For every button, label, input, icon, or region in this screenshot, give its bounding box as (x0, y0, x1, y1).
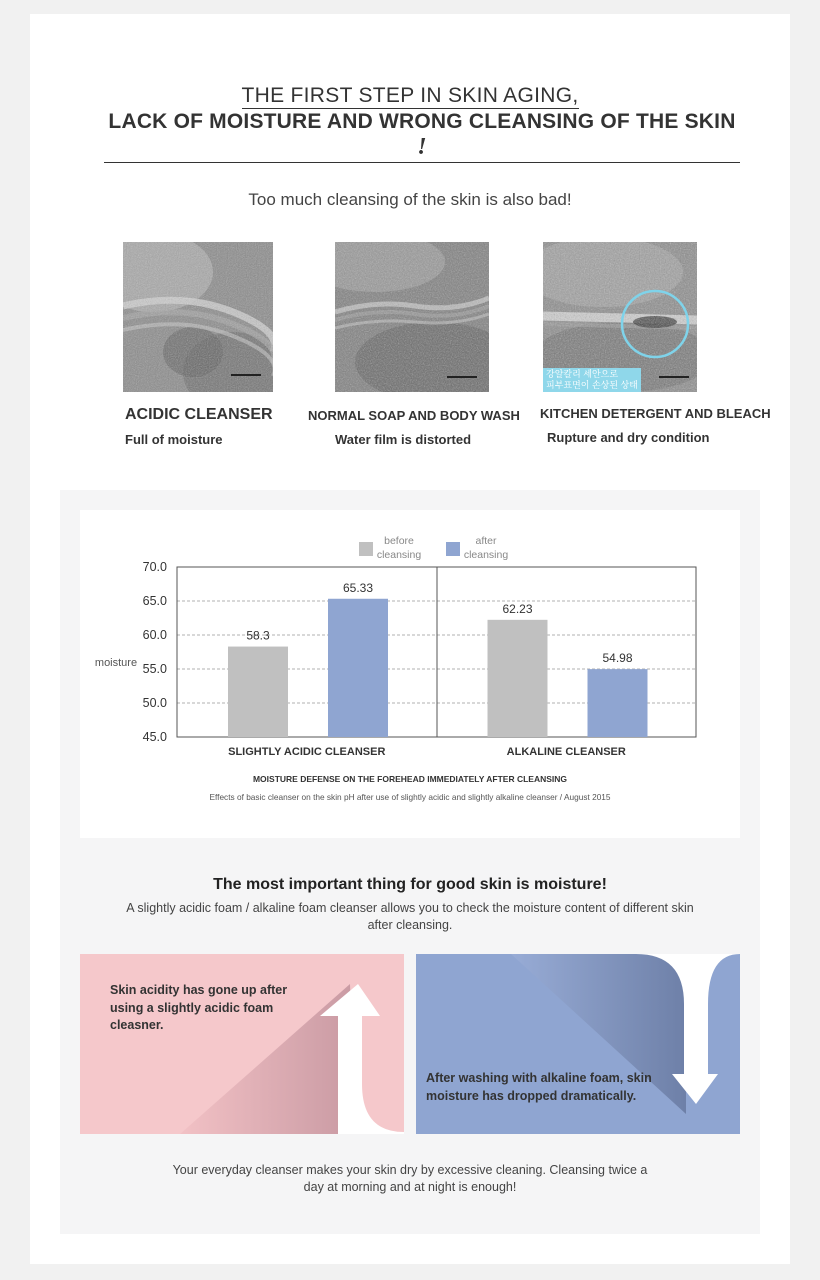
up-arrow-graphic (80, 954, 404, 1134)
headline-line1: THE FIRST STEP IN SKIN AGING, (241, 84, 579, 107)
moisture-heading: The most important thing for good skin is moisture! (213, 876, 607, 893)
data-label: 54.98 (602, 651, 633, 666)
moisture-panel (60, 490, 760, 1234)
acidic-cleanser-label: ACIDIC CLEANSER (125, 406, 273, 423)
alkaline-result-box (416, 954, 740, 1134)
acidic-result-text: Skin acidity has gone up after using a slightly acidic foam cleasner. (110, 983, 288, 1032)
moisture-chart (80, 510, 740, 838)
legend-label-1: after (475, 535, 497, 547)
legend-label-1-line2: cleansing (463, 549, 509, 561)
y-tick-label: 55.0 (142, 662, 167, 676)
data-label: 65.33 (342, 580, 374, 595)
y-tick-label: 45.0 (142, 730, 167, 744)
legend-swatch-1 (446, 542, 460, 556)
down-arrow-graphic (416, 954, 740, 1134)
y-axis-label: moisture (94, 657, 138, 670)
content-card (30, 14, 790, 1264)
legend-label-0-line2: cleansing (376, 549, 422, 561)
chart-box (80, 510, 740, 838)
bar-before-0 (228, 647, 288, 737)
y-tick-label: 50.0 (142, 696, 167, 710)
chart-caption: Effects of basic cleanser on the skin pH after use of slightly acidic and slightly alkaline cleanser / August 2015 (209, 792, 611, 802)
damage-caption-overlay: 강알칼리 세안으로 피부표면이 손상된 상태 (543, 368, 641, 392)
y-tick-label: 60.0 (142, 628, 167, 642)
legend-label-0: before (384, 535, 414, 547)
normal-soap-label: NORMAL SOAP AND BODY WASH (308, 408, 520, 423)
acidic-cleanser-desc: Full of moisture (125, 432, 223, 447)
bar-after-1 (588, 669, 648, 737)
footer-note: Your everyday cleanser makes your skin dry by excessive cleaning. Cleansing twice a day at morning and at night is enough! (172, 1163, 648, 1194)
normal-soap-desc: Water film is distorted (335, 432, 472, 447)
data-label: 62.23 (502, 601, 533, 616)
kitchen-detergent-label: KITCHEN DETERGENT AND BLEACH (540, 406, 771, 421)
chart-title: MOISTURE DEFENSE ON THE FOREHEAD IMMEDIATELY AFTER CLEANSING (252, 774, 568, 784)
acidic-result-box (80, 954, 404, 1134)
x-category-label: SLIGHTLY ACIDIC CLEANSER (228, 746, 386, 758)
data-label: 58.3 (246, 628, 270, 643)
bar-after-0 (328, 599, 388, 737)
kitchen-detergent-desc: Rupture and dry condition (547, 430, 710, 445)
moisture-subtext: A slightly acidic foam / alkaline foam cleanser allows you to check the moisture content of different skin after cleansing. (126, 901, 694, 932)
y-tick-label: 65.0 (142, 594, 167, 608)
bar-before-1 (488, 620, 548, 737)
normal-soap-micrograph (335, 242, 489, 392)
y-tick-label: 70.0 (142, 560, 167, 574)
acidic-cleanser-micrograph (123, 242, 273, 392)
x-category-label: ALKALINE CLEANSER (506, 746, 626, 758)
headline-line2: LACK OF MOISTURE AND WRONG CLEANSING OF THE SKIN ! (104, 110, 740, 163)
intro-text: Too much cleansing of the skin is also bad! (248, 190, 572, 209)
legend-swatch-0 (359, 542, 373, 556)
alkaline-result-text: After washing with alkaline foam, skin moisture has dropped dramatically. (426, 1071, 652, 1103)
